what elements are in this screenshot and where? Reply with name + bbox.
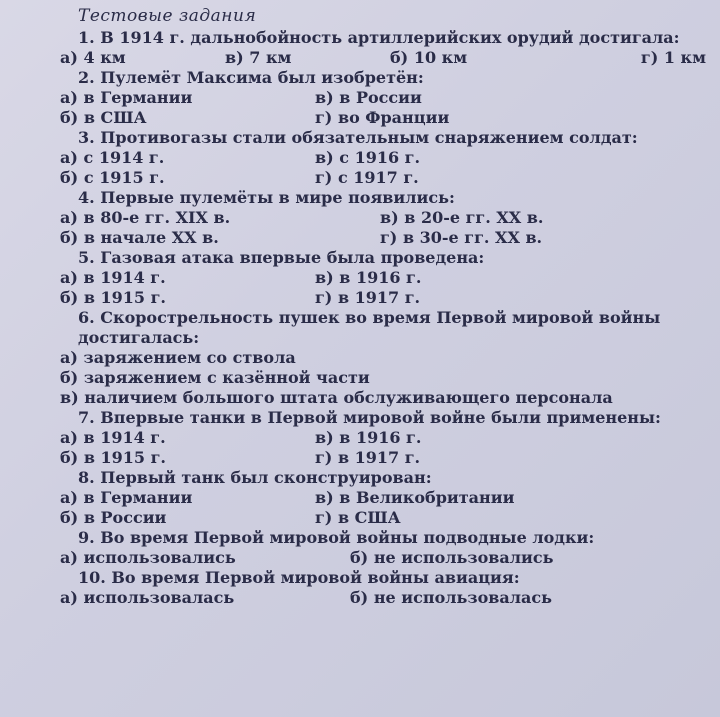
- options-8-row1: [60, 488, 706, 508]
- option-8b: б) в России: [60, 508, 167, 527]
- option-1v: в) 7 км: [225, 48, 292, 67]
- question-6: 6. Скорострельность пушек во время Первой мировой войны достигалась:: [78, 308, 661, 347]
- option-1b: б) 10 км: [390, 48, 468, 67]
- options-7-row1: [60, 428, 706, 448]
- option-5a: а) в 1914 г.: [60, 268, 166, 287]
- options-2-row1: [60, 88, 706, 108]
- question-9: 9. Во время Первой мировой войны подводные лодки:: [78, 528, 595, 547]
- option-10a: а) использовалась: [60, 588, 235, 607]
- option-10b: б) не использовалась: [350, 588, 553, 607]
- option-7b: б) в 1915 г.: [60, 448, 166, 467]
- option-3v: в) с 1916 г.: [315, 148, 421, 167]
- option-7a: а) в 1914 г.: [60, 428, 166, 447]
- option-2b: б) в США: [60, 108, 147, 127]
- option-3b: б) с 1915 г.: [60, 168, 165, 187]
- options-1: [60, 48, 706, 68]
- option-3g: г) с 1917 г.: [315, 168, 419, 187]
- option-2a: а) в Германии: [60, 88, 193, 107]
- question-3: 3. Противогазы стали обязательным снаряжением солдат:: [78, 128, 638, 147]
- question-8: 8. Первый танк был сконструирован:: [78, 468, 432, 487]
- options-8-row2: [60, 508, 706, 528]
- option-4b: б) в начале XX в.: [60, 228, 219, 247]
- options-7-row2: [60, 448, 706, 468]
- options-3-row1: [60, 148, 706, 168]
- option-7g: г) в 1917 г.: [315, 448, 421, 467]
- question-2: 2. Пулемёт Максима был изобретён:: [78, 68, 424, 87]
- option-6a: а) заряжением со ствола: [60, 348, 296, 367]
- options-4-row2: [60, 228, 706, 248]
- option-5v: в) в 1916 г.: [315, 268, 422, 287]
- option-3a: а) с 1914 г.: [60, 148, 165, 167]
- option-6v: в) наличием большого штата обслуживающего персонала: [60, 388, 613, 407]
- option-2g: г) во Франции: [315, 108, 450, 127]
- options-2-row2: [60, 108, 706, 128]
- option-8g: г) в США: [315, 508, 401, 527]
- options-10-row: [60, 588, 706, 608]
- page-heading: Тестовые задания: [78, 6, 257, 26]
- options-3-row2: [60, 168, 706, 188]
- option-8a: а) в Германии: [60, 488, 193, 507]
- option-2v: в) в России: [315, 88, 422, 107]
- question-4: 4. Первые пулемёты в мире появились:: [78, 188, 455, 207]
- options-5-row1: [60, 268, 706, 288]
- option-4g: г) в 30-е гг. XX в.: [380, 228, 543, 247]
- option-1a: а) 4 км: [60, 48, 126, 67]
- option-5g: г) в 1917 г.: [315, 288, 421, 307]
- option-6b: б) заряжением с казённой части: [60, 368, 370, 387]
- option-9b: б) не использовались: [350, 548, 554, 567]
- option-4a: а) в 80-е гг. XIX в.: [60, 208, 231, 227]
- option-8v: в) в Великобритании: [315, 488, 515, 507]
- options-9-row: [60, 548, 706, 568]
- option-1g: г) 1 км: [640, 48, 706, 67]
- options-5-row2: [60, 288, 706, 308]
- question-7: 7. Впервые танки в Первой мировой войне были применены:: [78, 408, 661, 427]
- option-9a: а) использовались: [60, 548, 236, 567]
- question-5: 5. Газовая атака впервые была проведена:: [78, 248, 485, 267]
- options-4-row1: [60, 208, 706, 228]
- option-4v: в) в 20-е гг. XX в.: [380, 208, 544, 227]
- question-1: 1. В 1914 г. дальнобойность артиллерийских орудий достигала:: [78, 28, 680, 47]
- question-10: 10. Во время Первой мировой войны авиация:: [78, 568, 520, 587]
- option-5b: б) в 1915 г.: [60, 288, 166, 307]
- option-7v: в) в 1916 г.: [315, 428, 422, 447]
